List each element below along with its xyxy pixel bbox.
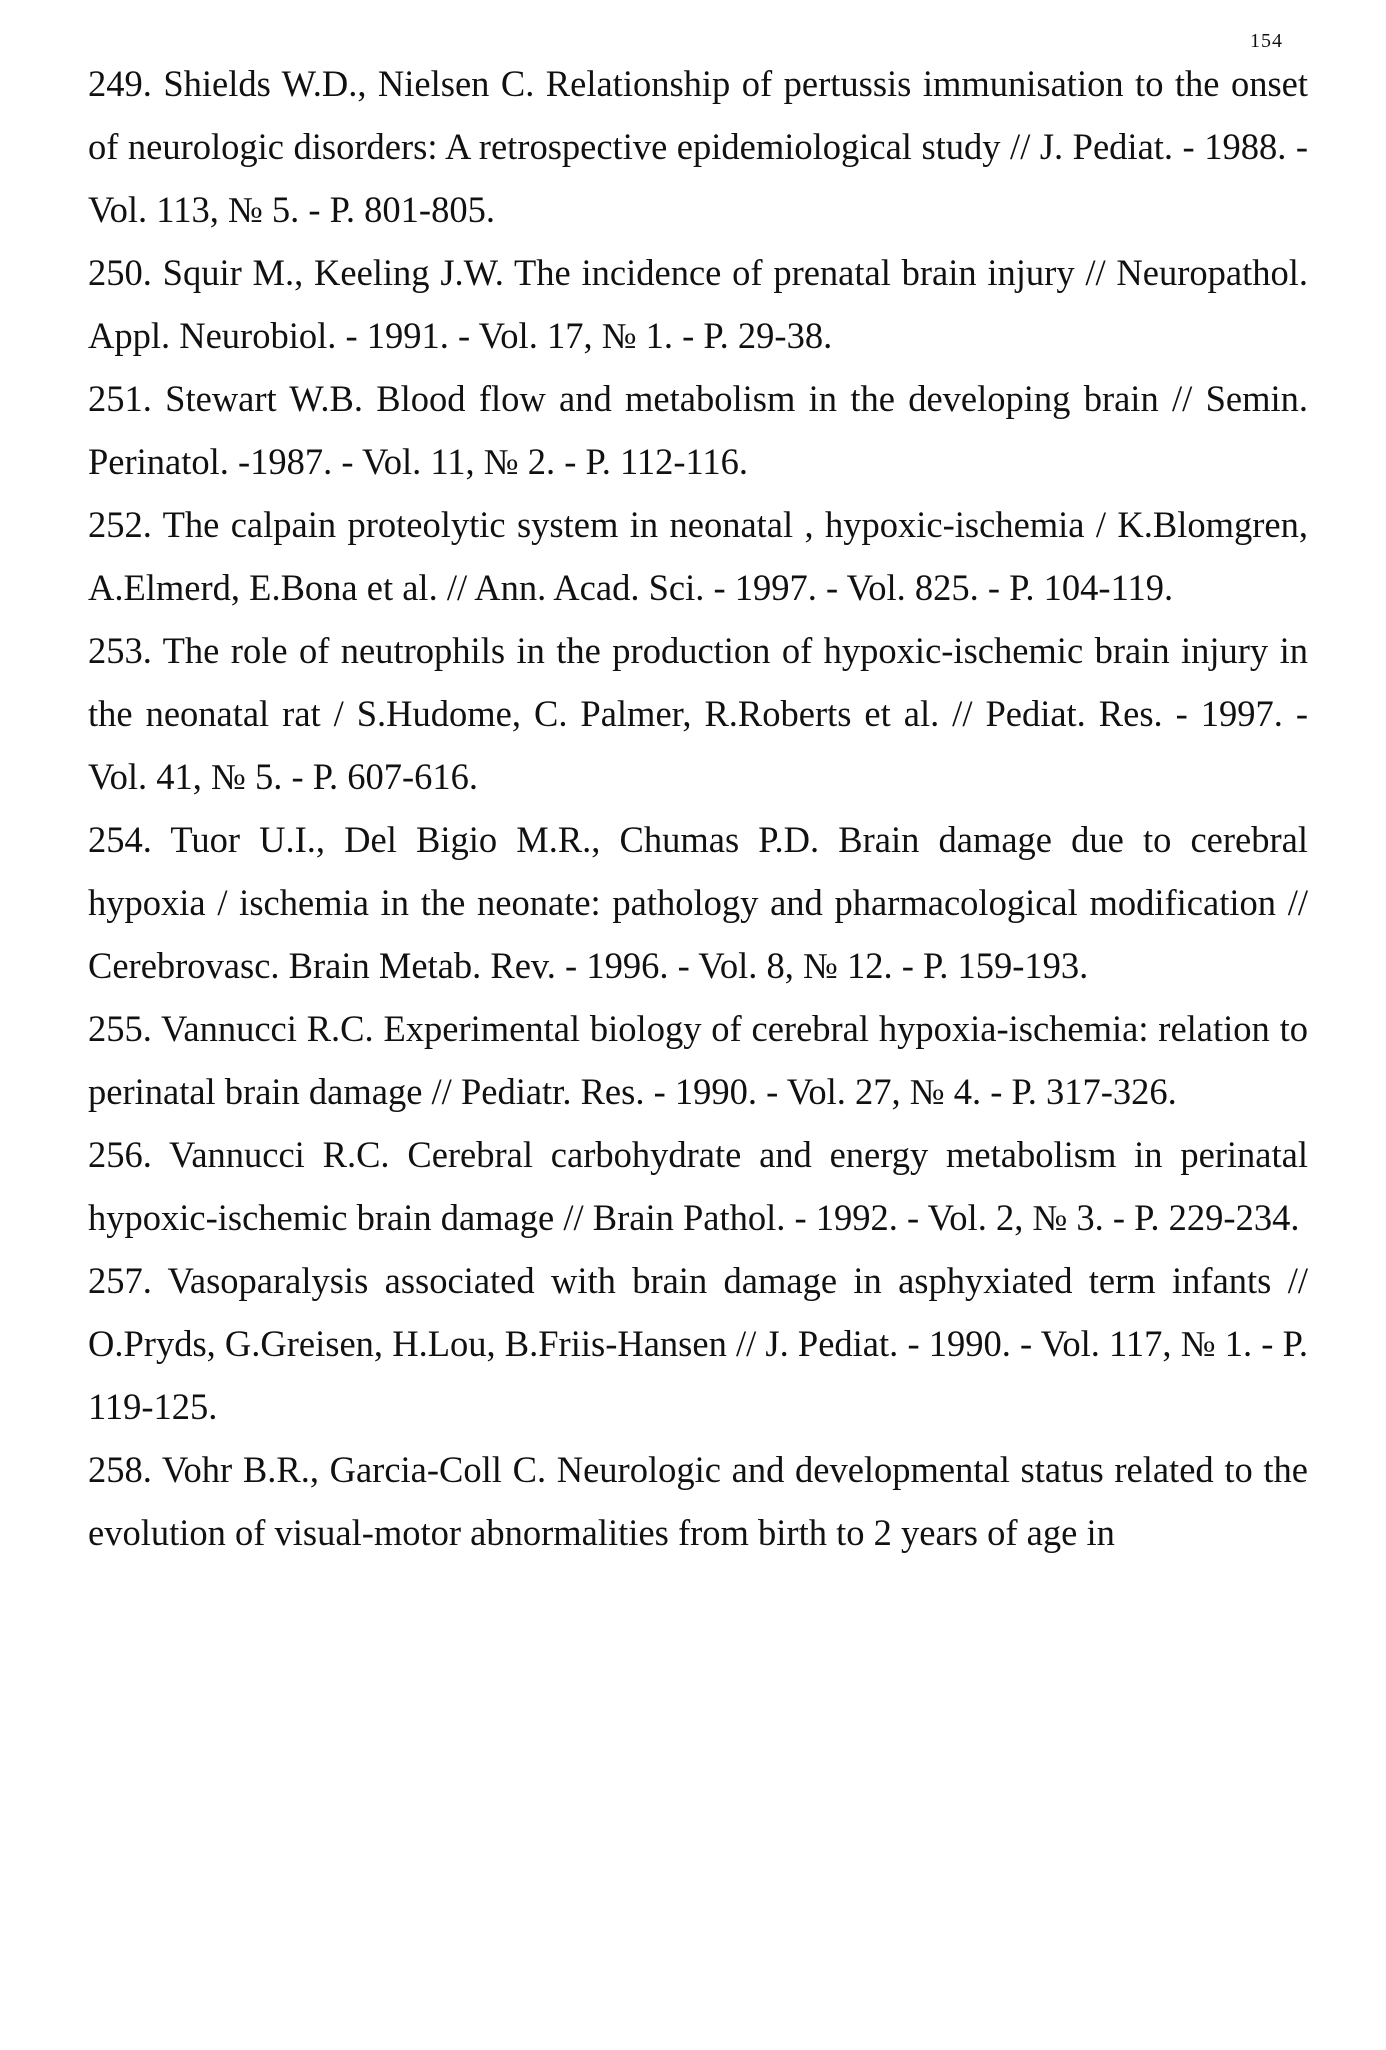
reference-249: 249. Shields W.D., Nielsen C. Relationship of pertussis immunisation to the onset of neurologic disorders: A retrospective epidemiological study // J. Pediat. - 1988. - Vol. 113, № 5. - P. 801-805. <box>88 63 1308 230</box>
reference-252: 252. The calpain proteolytic system in neonatal , hypoxic-ischemia / K.Blomgren, A.Elmerd, E.Bona et al. // Ann. Acad. Sci. - 1997. - Vol. 825. - P. 104-119. <box>88 504 1308 608</box>
reference-255: 255. Vannucci R.C. Experimental biology of cerebral hypoxia-ischemia: relation to perinatal brain damage // Pediatr. Res. - 1990. - Vol. 27, № 4. - P. 317-326. <box>88 1008 1308 1112</box>
page-number: 154 <box>1250 30 1283 52</box>
reference-256: 256. Vannucci R.C. Cerebral carbohydrate and energy metabolism in perinatal hypoxic-ischemic brain damage // Brain Pathol. - 1992. - Vol. 2, № 3. - P. 229-234. <box>88 1134 1308 1238</box>
reference-254: 254. Tuor U.I., Del Bigio M.R., Chumas P.D. Brain damage due to cerebral hypoxia / ischemia in the neonate: pathology and pharmacological modification // Cerebrovasc. Brain Metab. Rev. - 1996. - Vol. 8, № 12. - P. 159-193. <box>88 819 1308 986</box>
reference-258: 258. Vohr B.R., Garcia-Coll C. Neurologic and developmental status related to the evolution of visual-motor abnormalities from birth to 2 years of age in <box>88 1449 1308 1553</box>
reference-257: 257. Vasoparalysis associated with brain damage in asphyxiated term infants // O.Pryds, G.Greisen, H.Lou, B.Friis-Hansen // J. Pediat. - 1990. - Vol. 117, № 1. - P. 119-125. <box>88 1260 1308 1427</box>
reference-251: 251. Stewart W.B. Blood flow and metabolism in the developing brain // Semin. Perinatol. -1987. - Vol. 11, № 2. - P. 112-116. <box>88 378 1308 482</box>
reference-250: 250. Squir M., Keeling J.W. The incidence of prenatal brain injury // Neuropathol. Appl. Neurobiol. - 1991. - Vol. 17, № 1. - P. 29-38. <box>88 252 1308 356</box>
reference-253: 253. The role of neutrophils in the production of hypoxic-ischemic brain injury in the neonatal rat / S.Hudome, C. Palmer, R.Roberts et al. // Pediat. Res. - 1997. - Vol. 41, № 5. - P. 607-616. <box>88 630 1308 797</box>
reference-list <box>88 52 1308 1564</box>
